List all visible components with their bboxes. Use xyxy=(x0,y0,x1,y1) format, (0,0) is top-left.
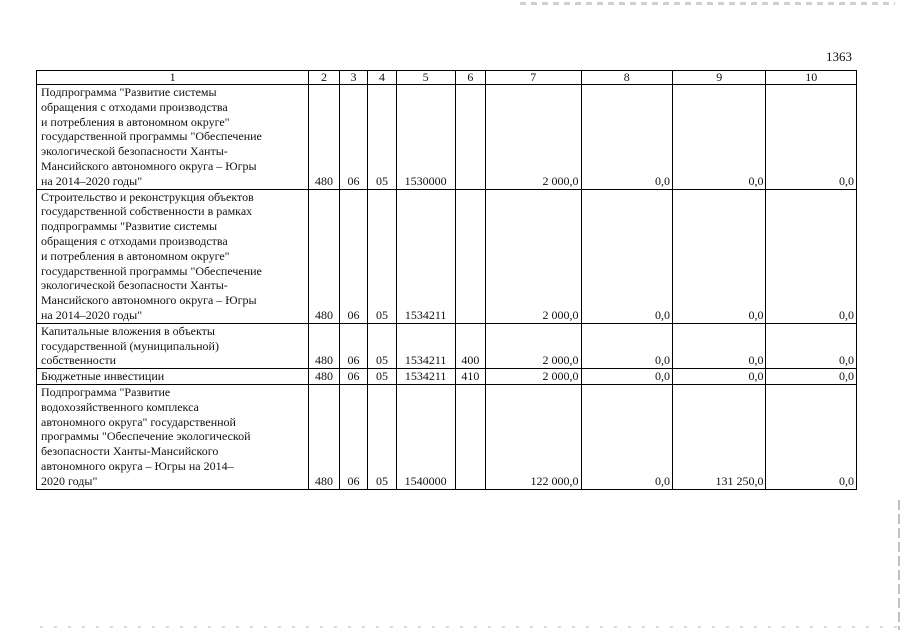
column-header-1: 1 xyxy=(37,71,309,85)
cell-admin-code: 480 xyxy=(309,384,339,489)
row-name: Капитальные вложения в объекты государственной (муниципальной) собственности xyxy=(37,323,309,368)
header-row xyxy=(37,71,857,85)
cell-subsection: 05 xyxy=(368,189,396,323)
cell-amount-8: 0,0 xyxy=(581,85,672,190)
row-name: Строительство и реконструкция объектов государственной собственности в рамках подпрограммы "Развитие системы обращения с отходами производства и потребления в автономном округе" государственной программы "Обеспечение экологической безопасности Ханты- Мансийского автономного округа – Югры на 2014–2020 годы" xyxy=(37,189,309,323)
column-header-6: 6 xyxy=(455,71,485,85)
page-number: 1363 xyxy=(826,49,852,64)
column-header-7: 7 xyxy=(486,71,582,85)
scan-artifact-right xyxy=(898,500,900,630)
cell-amount-7: 2 000,0 xyxy=(486,369,582,385)
cell-section: 06 xyxy=(339,189,367,323)
cell-target-article: 1534211 xyxy=(396,369,455,385)
column-header-8: 8 xyxy=(581,71,672,85)
cell-amount-10: 0,0 xyxy=(766,189,857,323)
row-name: Бюджетные инвестиции xyxy=(37,369,309,385)
cell-section: 06 xyxy=(339,369,367,385)
cell-amount-10: 0,0 xyxy=(766,85,857,190)
cell-expense-type xyxy=(455,189,485,323)
column-header-3: 3 xyxy=(339,71,367,85)
row-name: Подпрограмма "Развитие системы обращения с отходами производства и потребления в автономном округе" государственной программы "Обеспечение экологической безопасности Ханты- Мансийского автономного округа – Югры на 2014–2020 годы" xyxy=(37,85,309,190)
cell-amount-9: 0,0 xyxy=(672,85,765,190)
budget-table xyxy=(36,70,857,490)
cell-target-article: 1534211 xyxy=(396,189,455,323)
cell-amount-9: 0,0 xyxy=(672,323,765,368)
cell-subsection: 05 xyxy=(368,323,396,368)
scan-artifact-bottom xyxy=(40,626,900,628)
cell-amount-9: 131 250,0 xyxy=(672,384,765,489)
cell-amount-7: 2 000,0 xyxy=(486,323,582,368)
cell-amount-7: 2 000,0 xyxy=(486,189,582,323)
cell-subsection: 05 xyxy=(368,369,396,385)
cell-section: 06 xyxy=(339,384,367,489)
table-row xyxy=(37,323,857,368)
cell-amount-7: 122 000,0 xyxy=(486,384,582,489)
cell-target-article: 1540000 xyxy=(396,384,455,489)
cell-expense-type: 410 xyxy=(455,369,485,385)
cell-expense-type xyxy=(455,85,485,190)
cell-expense-type: 400 xyxy=(455,323,485,368)
cell-target-article: 1534211 xyxy=(396,323,455,368)
cell-amount-7: 2 000,0 xyxy=(486,85,582,190)
table-row xyxy=(37,189,857,323)
cell-expense-type xyxy=(455,384,485,489)
cell-admin-code: 480 xyxy=(309,369,339,385)
cell-amount-9: 0,0 xyxy=(672,189,765,323)
table-row xyxy=(37,369,857,385)
table-row xyxy=(37,85,857,190)
cell-amount-10: 0,0 xyxy=(766,384,857,489)
cell-admin-code: 480 xyxy=(309,189,339,323)
column-header-4: 4 xyxy=(368,71,396,85)
column-header-5: 5 xyxy=(396,71,455,85)
cell-admin-code: 480 xyxy=(309,323,339,368)
cell-section: 06 xyxy=(339,85,367,190)
cell-amount-8: 0,0 xyxy=(581,384,672,489)
cell-section: 06 xyxy=(339,323,367,368)
cell-amount-8: 0,0 xyxy=(581,323,672,368)
cell-amount-10: 0,0 xyxy=(766,323,857,368)
cell-amount-10: 0,0 xyxy=(766,369,857,385)
cell-admin-code: 480 xyxy=(309,85,339,190)
row-name: Подпрограмма "Развитие водохозяйственного комплекса автономного округа" государственной программы "Обеспечение экологической безопасности Ханты-Мансийского автономного округа – Югры на 2014– 2020 годы" xyxy=(37,384,309,489)
scan-artifact-top xyxy=(520,2,895,5)
cell-amount-8: 0,0 xyxy=(581,189,672,323)
cell-subsection: 05 xyxy=(368,85,396,190)
column-header-9: 9 xyxy=(672,71,765,85)
cell-target-article: 1530000 xyxy=(396,85,455,190)
column-header-10: 10 xyxy=(766,71,857,85)
table-row xyxy=(37,384,857,489)
cell-amount-9: 0,0 xyxy=(672,369,765,385)
cell-amount-8: 0,0 xyxy=(581,369,672,385)
column-header-2: 2 xyxy=(309,71,339,85)
cell-subsection: 05 xyxy=(368,384,396,489)
